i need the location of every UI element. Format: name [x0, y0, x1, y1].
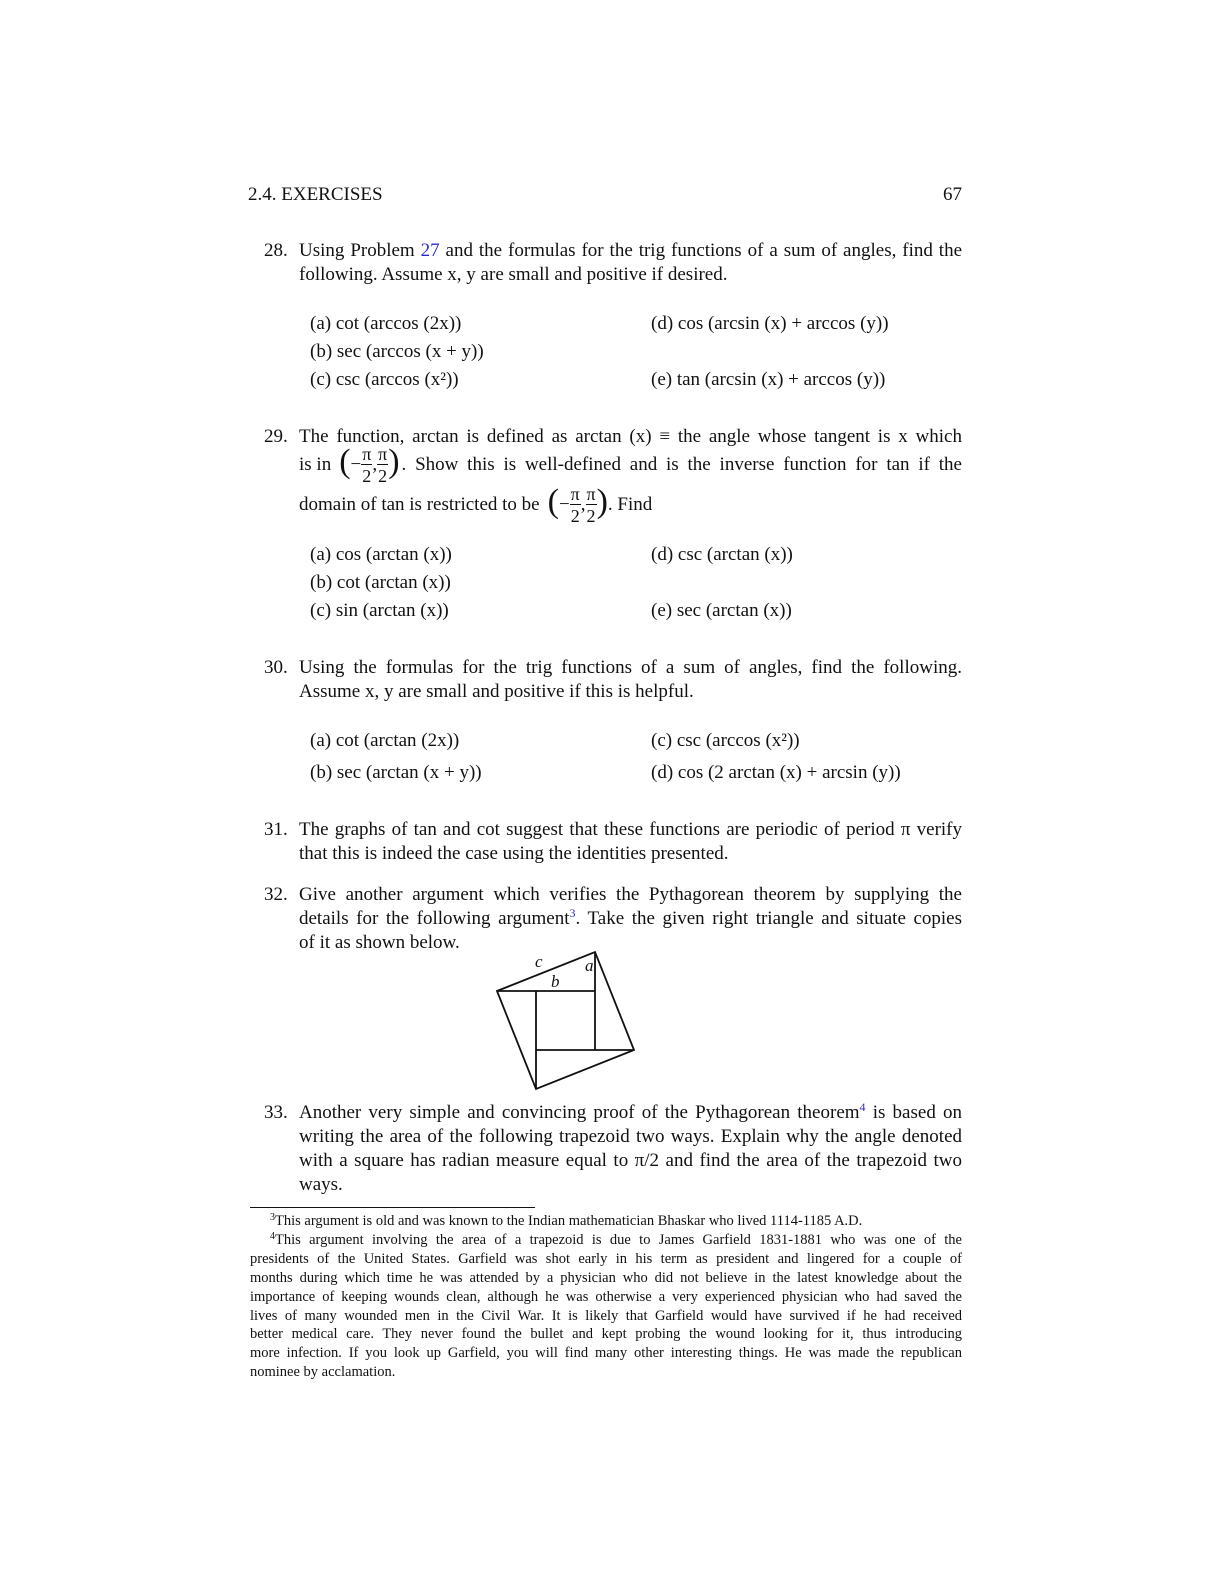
problem-28-item-e: (e) tan (arcsin (x) + arccos (y))	[651, 369, 886, 390]
problem-32-line-2	[299, 908, 962, 930]
pi-over-2-fraction	[377, 445, 388, 485]
close-paren: )	[388, 443, 400, 480]
problem-30-item-b: (b) sec (arctan (x + y))	[310, 762, 482, 783]
problem-31-number: 31.	[264, 819, 288, 840]
problem-30-line-1: Using the formulas for the trig functions of a sum of angles, find the following.	[299, 657, 962, 678]
problem-29-text: . Show this is well-defined and is the inverse function for tan if the	[401, 454, 962, 475]
problem-30-number: 30.	[264, 657, 288, 678]
pi-over-2-fraction	[570, 485, 581, 525]
problem-29-item-d: (d) csc (arctan (x))	[651, 544, 793, 565]
open-paren: (	[339, 443, 351, 480]
problem-29-item-c: (c) sin (arctan (x))	[310, 600, 449, 621]
problem-29-item-e: (e) sec (arctan (x))	[651, 600, 792, 621]
problem-33-line-1	[299, 1102, 962, 1124]
footnote-rule	[250, 1207, 535, 1208]
numerator: π	[378, 444, 388, 464]
problem-29-text: is in	[299, 454, 332, 475]
problem-29-number: 29.	[264, 426, 288, 447]
denominator: 2	[362, 466, 372, 486]
footnote-4-text: This argument involving the area of a trapezoid is due to James Garfield 1831-1881 who was one of the	[275, 1232, 962, 1248]
running-header-section: 2.4. EXERCISES	[248, 184, 383, 205]
footnote-4-line-4: importance of keeping wounds clean, although he was otherwise a very experienced physician who had saved the	[250, 1289, 962, 1305]
footnote-4-line-7: more infection. If you look up Garfield, you will find many other interesting things. He was made the republican	[250, 1345, 962, 1361]
problem-32-text: . Take the given right triangle and situate copies	[575, 908, 962, 929]
problem-28-item-d: (d) cos (arcsin (x) + arccos (y))	[651, 313, 889, 334]
numerator: π	[570, 484, 580, 504]
problem-28-line-1	[299, 240, 962, 262]
denominator: 2	[570, 506, 580, 526]
problem-28-text: and the formulas for the trig functions of a sum of angles, find the	[439, 240, 963, 261]
problem-28-line-2: following. Assume x, y are small and positive if desired.	[299, 264, 728, 285]
footnote-4-line-8: nominee by acclamation.	[250, 1364, 396, 1380]
problem-33-number: 33.	[264, 1102, 288, 1123]
denominator: 2	[586, 506, 596, 526]
problem-33-line-4: ways.	[299, 1174, 343, 1195]
problem-30-item-c: (c) csc (arccos (x²))	[651, 730, 800, 751]
problem-29-line-1: The function, arctan is defined as arctan (x) ≡ the angle whose tangent is x which	[299, 426, 962, 447]
problem-28-item-b: (b) sec (arccos (x + y))	[310, 341, 484, 362]
problem-32-text: details for the following argument	[299, 908, 570, 929]
problem-28-number: 28.	[264, 240, 288, 261]
footnote-4-mark: 4	[270, 1231, 275, 1242]
problem-29-text: . Find	[607, 494, 653, 515]
pythagorean-figure	[490, 948, 640, 1094]
footnote-3-text: This argument is old and was known to the Indian mathematician Bhaskar who lived 1114-1185 A.D.	[275, 1213, 863, 1229]
comma: ,	[580, 494, 586, 515]
footnote-4-line-2: presidents of the United States. Garfield was shot early in his term as president and lingered for a couple of	[250, 1251, 962, 1267]
outer-square	[497, 952, 634, 1089]
problem-27-link[interactable]: 27	[420, 240, 440, 261]
problem-32-line-1: Give another argument which verifies the Pythagorean theorem by supplying the	[299, 884, 962, 905]
problem-33-line-3: with a square has radian measure equal to π/2 and find the area of the trapezoid two	[299, 1150, 962, 1171]
numerator: π	[586, 484, 596, 504]
problem-29-line-3	[299, 481, 652, 529]
problem-30-item-a: (a) cot (arctan (2x))	[310, 730, 460, 751]
footnote-3-mark: 3	[270, 1212, 275, 1223]
label-a: a	[585, 956, 594, 975]
comma: ,	[372, 454, 378, 475]
footnote-4-line-6: better medical care. They never found the bullet and kept probing the wound looking for it, thus introducing	[250, 1326, 962, 1342]
page-number: 67	[943, 184, 962, 205]
problem-30-line-2: Assume x, y are small and positive if this is helpful.	[299, 681, 694, 702]
problem-29-text: domain of tan is restricted to be	[299, 494, 540, 515]
pi-over-2-fraction	[586, 485, 597, 525]
label-b: b	[551, 972, 560, 991]
problem-33-text: is based on	[865, 1102, 962, 1123]
problem-31-line-2: that this is indeed the case using the identities presented.	[299, 843, 729, 864]
problem-28-item-a: (a) cot (arccos (2x))	[310, 313, 462, 334]
footnote-4-line-3: months during which time he was attended by a physician who did not believe in the latest knowledge about the	[250, 1270, 962, 1286]
footnote-3	[270, 1213, 862, 1230]
footnote-4-line-1	[270, 1232, 962, 1249]
problem-33-line-2: writing the area of the following trapezoid two ways. Explain why the angle denoted	[299, 1126, 962, 1147]
problem-29-item-a: (a) cos (arctan (x))	[310, 544, 452, 565]
minus-sign: −	[558, 494, 570, 515]
close-paren: )	[596, 483, 608, 520]
footnote-3-ref[interactable]: 3	[569, 906, 576, 920]
problem-28-item-c: (c) csc (arccos (x²))	[310, 369, 459, 390]
pi-over-2-fraction	[361, 445, 372, 485]
problem-28-text: Using Problem	[299, 240, 421, 261]
problem-29-item-b: (b) cot (arctan (x))	[310, 572, 451, 593]
label-c: c	[535, 952, 543, 971]
minus-sign: −	[350, 454, 362, 475]
problem-30-item-d: (d) cos (2 arctan (x) + arcsin (y))	[651, 762, 901, 783]
problem-33-text: Another very simple and convincing proof of the Pythagorean theorem	[299, 1102, 860, 1123]
numerator: π	[362, 444, 372, 464]
problem-32-line-3: of it as shown below.	[299, 932, 460, 953]
problem-31-line-1: The graphs of tan and cot suggest that these functions are periodic of period π verify	[299, 819, 962, 840]
footnote-4-ref[interactable]: 4	[859, 1100, 866, 1114]
footnote-4-line-5: lives of many wounded men in the Civil War. It is likely that Garfield would have survived if he had received	[250, 1308, 962, 1324]
denominator: 2	[378, 466, 388, 486]
open-paren: (	[547, 483, 559, 520]
problem-32-number: 32.	[264, 884, 288, 905]
